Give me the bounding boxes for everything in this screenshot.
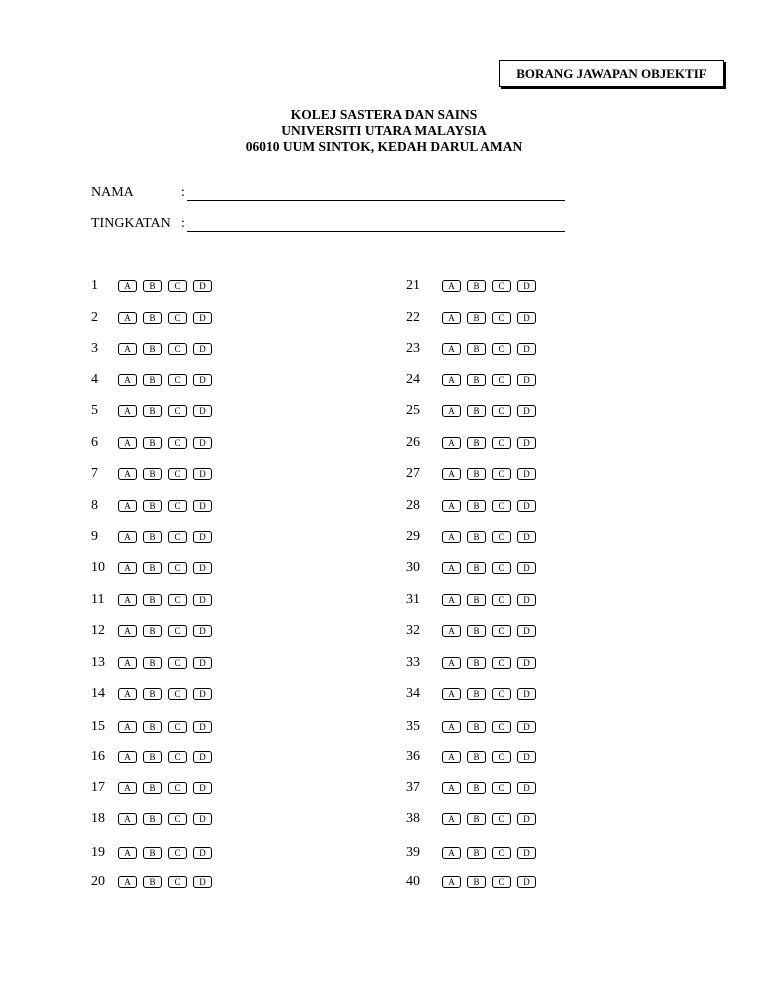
question-number: 24	[406, 372, 420, 387]
answer-option-a[interactable]: A	[118, 625, 137, 637]
question-number: 5	[91, 403, 98, 418]
form-title: BORANG JAWAPAN OBJEKTIF	[499, 60, 724, 87]
answer-option-b[interactable]: B	[143, 531, 162, 543]
answer-option-b[interactable]: B	[143, 813, 162, 825]
answer-option-d[interactable]: D	[517, 721, 536, 733]
question-row	[406, 466, 542, 482]
answer-option-c[interactable]: C	[492, 280, 511, 292]
question-row	[91, 529, 218, 545]
answer-option-c[interactable]: C	[492, 562, 511, 574]
question-row	[91, 372, 218, 388]
question-row	[91, 686, 218, 702]
question-number: 20	[91, 874, 105, 889]
question-number: 10	[91, 560, 105, 575]
question-number: 4	[91, 372, 98, 387]
question-number: 30	[406, 560, 420, 575]
answer-option-a[interactable]: A	[442, 625, 461, 637]
answer-option-d[interactable]: D	[517, 657, 536, 669]
answer-option-a[interactable]: A	[442, 405, 461, 417]
answer-option-a[interactable]: A	[442, 594, 461, 606]
question-number: 27	[406, 466, 420, 481]
answer-option-d[interactable]: D	[193, 751, 212, 763]
answer-option-c[interactable]: C	[168, 343, 187, 355]
question-row	[406, 529, 542, 545]
answer-option-d[interactable]: D	[517, 594, 536, 606]
answer-option-a[interactable]: A	[118, 751, 137, 763]
answer-option-a[interactable]: A	[118, 531, 137, 543]
question-number: 18	[91, 811, 105, 826]
answer-option-d[interactable]: D	[193, 594, 212, 606]
question-row	[406, 655, 542, 671]
answer-option-a[interactable]: A	[442, 876, 461, 888]
answer-option-a[interactable]: A	[442, 782, 461, 794]
question-row	[91, 623, 218, 639]
question-number: 25	[406, 403, 420, 418]
answer-option-d[interactable]: D	[517, 280, 536, 292]
answer-option-a[interactable]: A	[118, 343, 137, 355]
answer-option-d[interactable]: D	[193, 312, 212, 324]
question-row	[406, 278, 542, 294]
answer-option-d[interactable]: D	[517, 847, 536, 859]
answer-option-b[interactable]: B	[143, 721, 162, 733]
answer-option-d[interactable]: D	[193, 405, 212, 417]
answer-option-b[interactable]: B	[143, 468, 162, 480]
question-number: 16	[91, 749, 105, 764]
question-row	[406, 403, 542, 419]
answer-option-a[interactable]: A	[118, 280, 137, 292]
answer-option-a[interactable]: A	[118, 437, 137, 449]
answer-option-a[interactable]: A	[118, 562, 137, 574]
answer-option-b[interactable]: B	[143, 280, 162, 292]
answer-option-b[interactable]: B	[467, 594, 486, 606]
question-row	[406, 341, 542, 357]
question-row	[406, 719, 542, 735]
answer-option-c[interactable]: C	[168, 813, 187, 825]
answer-option-d[interactable]: D	[193, 468, 212, 480]
question-number: 11	[91, 592, 105, 607]
nama-input-line[interactable]	[187, 186, 565, 201]
nama-separator: :	[181, 185, 185, 200]
answer-option-c[interactable]: C	[492, 405, 511, 417]
question-row	[406, 498, 542, 514]
answer-option-c[interactable]: C	[492, 500, 511, 512]
answer-option-c[interactable]: C	[492, 312, 511, 324]
question-row	[91, 655, 218, 671]
question-number: 35	[406, 719, 420, 734]
question-number: 22	[406, 310, 420, 325]
answer-option-a[interactable]: A	[118, 688, 137, 700]
answer-option-d[interactable]: D	[517, 437, 536, 449]
answer-option-c[interactable]: C	[168, 562, 187, 574]
answer-option-b[interactable]: B	[467, 721, 486, 733]
answer-option-c[interactable]: C	[168, 374, 187, 386]
question-number: 13	[91, 655, 105, 670]
question-number: 39	[406, 845, 420, 860]
answer-option-b[interactable]: B	[467, 625, 486, 637]
question-row	[406, 780, 542, 796]
question-number: 7	[91, 466, 98, 481]
answer-option-a[interactable]: A	[118, 405, 137, 417]
question-number: 32	[406, 623, 420, 638]
question-row	[91, 845, 218, 861]
question-row	[91, 811, 218, 827]
answer-option-d[interactable]: D	[193, 657, 212, 669]
answer-option-b[interactable]: B	[467, 688, 486, 700]
question-number: 2	[91, 310, 98, 325]
answer-option-d[interactable]: D	[193, 374, 212, 386]
question-number: 28	[406, 498, 420, 513]
answer-option-d[interactable]: D	[193, 721, 212, 733]
question-row	[406, 811, 542, 827]
answer-option-b[interactable]: B	[467, 437, 486, 449]
question-row	[91, 560, 218, 576]
tingkatan-separator: :	[181, 216, 185, 231]
tingkatan-label: TINGKATAN	[91, 216, 171, 231]
institution-header	[0, 107, 768, 155]
answer-option-a[interactable]: A	[118, 876, 137, 888]
answer-option-d[interactable]: D	[517, 688, 536, 700]
answer-option-c[interactable]: C	[492, 813, 511, 825]
answer-option-a[interactable]: A	[442, 468, 461, 480]
answer-option-c[interactable]: C	[492, 374, 511, 386]
answer-option-b[interactable]: B	[143, 594, 162, 606]
answer-option-b[interactable]: B	[467, 562, 486, 574]
answer-option-c[interactable]: C	[492, 657, 511, 669]
question-number: 9	[91, 529, 98, 544]
answer-option-c[interactable]: C	[492, 782, 511, 794]
answer-option-c[interactable]: C	[492, 751, 511, 763]
answer-option-c[interactable]: C	[492, 468, 511, 480]
answer-option-b[interactable]: B	[143, 847, 162, 859]
question-row	[406, 749, 542, 765]
question-number: 26	[406, 435, 420, 450]
answer-option-d[interactable]: D	[193, 343, 212, 355]
answer-option-d[interactable]: D	[517, 405, 536, 417]
answer-option-d[interactable]: D	[517, 751, 536, 763]
header-line-1: KOLEJ SASTERA DAN SAINS	[290, 107, 478, 122]
question-number: 14	[91, 686, 105, 701]
answer-option-a[interactable]: A	[442, 437, 461, 449]
answer-option-b[interactable]: B	[143, 625, 162, 637]
answer-option-c[interactable]: C	[168, 405, 187, 417]
answer-option-b[interactable]: B	[143, 688, 162, 700]
answer-option-b[interactable]: B	[467, 847, 486, 859]
answer-option-a[interactable]: A	[442, 343, 461, 355]
question-number: 29	[406, 529, 420, 544]
answer-option-c[interactable]: C	[168, 782, 187, 794]
question-number: 1	[91, 278, 98, 293]
answer-option-c[interactable]: C	[492, 343, 511, 355]
answer-option-c[interactable]: C	[168, 625, 187, 637]
answer-option-d[interactable]: D	[517, 374, 536, 386]
answer-option-b[interactable]: B	[143, 876, 162, 888]
answer-option-a[interactable]: A	[442, 847, 461, 859]
answer-option-b[interactable]: B	[143, 312, 162, 324]
question-row	[91, 435, 218, 451]
question-row	[91, 874, 218, 890]
answer-option-b[interactable]: B	[467, 751, 486, 763]
answer-option-d[interactable]: D	[193, 562, 212, 574]
answer-option-d[interactable]: D	[193, 876, 212, 888]
answer-option-a[interactable]: A	[442, 312, 461, 324]
answer-option-d[interactable]: D	[193, 531, 212, 543]
answer-option-d[interactable]: D	[193, 847, 212, 859]
question-row	[406, 874, 542, 890]
answer-option-a[interactable]: A	[442, 374, 461, 386]
question-row	[91, 341, 218, 357]
question-number: 38	[406, 811, 420, 826]
answer-option-a[interactable]: A	[442, 721, 461, 733]
answer-option-b[interactable]: B	[143, 751, 162, 763]
answer-option-d[interactable]: D	[517, 468, 536, 480]
question-number: 36	[406, 749, 420, 764]
answer-option-c[interactable]: C	[168, 688, 187, 700]
answer-option-d[interactable]: D	[193, 813, 212, 825]
answer-option-b[interactable]: B	[467, 657, 486, 669]
answer-option-d[interactable]: D	[517, 562, 536, 574]
answer-option-b[interactable]: B	[143, 500, 162, 512]
question-number: 12	[91, 623, 105, 638]
question-row	[406, 686, 542, 702]
question-row	[91, 278, 218, 294]
question-number: 15	[91, 719, 105, 734]
question-row	[406, 560, 542, 576]
answer-option-b[interactable]: B	[467, 468, 486, 480]
answer-option-c[interactable]: C	[492, 531, 511, 543]
answer-option-b[interactable]: B	[467, 312, 486, 324]
answer-option-d[interactable]: D	[193, 280, 212, 292]
answer-option-d[interactable]: D	[517, 312, 536, 324]
question-row	[406, 623, 542, 639]
question-number: 37	[406, 780, 420, 795]
answer-option-b[interactable]: B	[467, 813, 486, 825]
question-row	[406, 310, 542, 326]
answer-option-c[interactable]: C	[168, 280, 187, 292]
question-row	[406, 435, 542, 451]
question-number: 31	[406, 592, 420, 607]
question-row	[91, 719, 218, 735]
answer-option-b[interactable]: B	[467, 343, 486, 355]
answer-option-a[interactable]: A	[118, 782, 137, 794]
answer-option-c[interactable]: C	[168, 500, 187, 512]
question-row	[91, 592, 218, 608]
answer-option-a[interactable]: A	[442, 813, 461, 825]
answer-option-a[interactable]: A	[442, 751, 461, 763]
answer-option-d[interactable]: D	[517, 813, 536, 825]
question-number: 17	[91, 780, 105, 795]
answer-option-a[interactable]: A	[118, 312, 137, 324]
answer-option-a[interactable]: A	[118, 468, 137, 480]
nama-field	[91, 185, 565, 201]
question-number: 34	[406, 686, 420, 701]
answer-option-b[interactable]: B	[143, 562, 162, 574]
answer-option-b[interactable]: B	[467, 876, 486, 888]
question-number: 23	[406, 341, 420, 356]
answer-option-a[interactable]: A	[442, 657, 461, 669]
answer-option-a[interactable]: A	[118, 847, 137, 859]
header-line-3: 06010 UUM SINTOK, KEDAH DARUL AMAN	[245, 139, 523, 154]
answer-option-a[interactable]: A	[442, 500, 461, 512]
answer-option-b[interactable]: B	[143, 405, 162, 417]
answer-option-d[interactable]: D	[517, 625, 536, 637]
question-number: 19	[91, 845, 105, 860]
answer-option-a[interactable]: A	[118, 813, 137, 825]
answer-option-d[interactable]: D	[517, 343, 536, 355]
answer-option-a[interactable]: A	[118, 721, 137, 733]
answer-option-b[interactable]: B	[143, 437, 162, 449]
answer-option-b[interactable]: B	[143, 343, 162, 355]
question-row	[91, 780, 218, 796]
nama-label: NAMA	[91, 185, 134, 200]
answer-option-c[interactable]: C	[168, 847, 187, 859]
answer-option-d[interactable]: D	[517, 531, 536, 543]
question-number: 3	[91, 341, 98, 356]
answer-option-c[interactable]: C	[168, 751, 187, 763]
question-number: 40	[406, 874, 420, 889]
answer-option-b[interactable]: B	[143, 782, 162, 794]
answer-option-a[interactable]: A	[118, 594, 137, 606]
answer-option-d[interactable]: D	[517, 782, 536, 794]
answer-option-c[interactable]: C	[492, 876, 511, 888]
answer-option-d[interactable]: D	[193, 688, 212, 700]
answer-option-c[interactable]: C	[168, 437, 187, 449]
answer-option-d[interactable]: D	[517, 876, 536, 888]
question-row	[406, 592, 542, 608]
question-row	[91, 466, 218, 482]
answer-option-d[interactable]: D	[193, 625, 212, 637]
question-number: 33	[406, 655, 420, 670]
question-number: 21	[406, 278, 420, 293]
answer-option-c[interactable]: C	[168, 721, 187, 733]
question-row	[91, 498, 218, 514]
question-number: 6	[91, 435, 98, 450]
answer-option-c[interactable]: C	[492, 594, 511, 606]
answer-option-a[interactable]: A	[442, 688, 461, 700]
header-line-2: UNIVERSITI UTARA MALAYSIA	[281, 123, 487, 138]
tingkatan-input-line[interactable]	[187, 217, 565, 232]
answer-option-c[interactable]: C	[492, 625, 511, 637]
answer-option-b[interactable]: B	[467, 531, 486, 543]
answer-option-c[interactable]: C	[168, 531, 187, 543]
answer-option-c[interactable]: C	[168, 876, 187, 888]
answer-option-c[interactable]: C	[168, 594, 187, 606]
answer-option-a[interactable]: A	[442, 562, 461, 574]
answer-option-c[interactable]: C	[168, 468, 187, 480]
answer-option-b[interactable]: B	[143, 374, 162, 386]
answer-option-c[interactable]: C	[168, 312, 187, 324]
answer-option-b[interactable]: B	[467, 782, 486, 794]
tingkatan-field	[91, 216, 565, 232]
answer-option-d[interactable]: D	[517, 500, 536, 512]
question-row	[91, 403, 218, 419]
answer-option-a[interactable]: A	[118, 374, 137, 386]
question-row	[406, 845, 542, 861]
answer-option-b[interactable]: B	[143, 657, 162, 669]
question-row	[406, 372, 542, 388]
answer-option-b[interactable]: B	[467, 280, 486, 292]
answer-option-d[interactable]: D	[193, 437, 212, 449]
answer-option-b[interactable]: B	[467, 500, 486, 512]
answer-option-b[interactable]: B	[467, 374, 486, 386]
answer-option-b[interactable]: B	[467, 405, 486, 417]
question-row	[91, 749, 218, 765]
answer-option-c[interactable]: C	[492, 688, 511, 700]
answer-option-a[interactable]: A	[442, 280, 461, 292]
answer-option-d[interactable]: D	[193, 782, 212, 794]
answer-option-a[interactable]: A	[118, 657, 137, 669]
answer-option-c[interactable]: C	[168, 657, 187, 669]
answer-option-c[interactable]: C	[492, 437, 511, 449]
question-row	[91, 310, 218, 326]
question-number: 8	[91, 498, 98, 513]
answer-option-d[interactable]: D	[193, 500, 212, 512]
answer-option-c[interactable]: C	[492, 721, 511, 733]
answer-option-a[interactable]: A	[442, 531, 461, 543]
answer-option-a[interactable]: A	[118, 500, 137, 512]
answer-option-c[interactable]: C	[492, 847, 511, 859]
